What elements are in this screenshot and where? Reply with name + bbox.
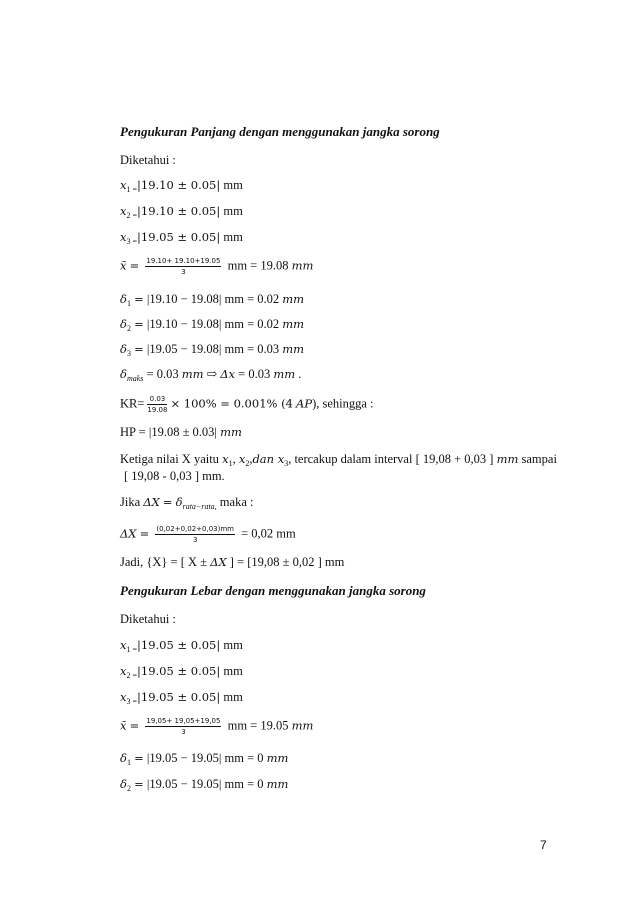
section2-mean: x̄ = $\frac{19,05+ 19,05+19,05}{3}$ mm = 19.05 mm	[120, 717, 314, 736]
section2-delta2: $\delta_2 = |19.05 - 19.05|$ mm = 0 mm	[120, 777, 289, 793]
section1-delta-maks: $\delta_{maks} = 0.03$ mm ⇨ Δx = 0.03 mm .	[120, 367, 302, 383]
page-number: 7	[540, 838, 547, 852]
section1-ketiga: Ketiga nilai X yaitu $x_1$, $x_2,dan$ $x_3$, tercakup dalam interval [ 19,08 + 0,03 ] mm sampai	[120, 452, 557, 468]
section1-x3: $x_{3 =}|19.05 \pm 0.05|$ mm	[120, 230, 243, 246]
section2-delta1: $\delta_1 = |19.05 - 19.05|$ mm = 0 mm	[120, 751, 289, 767]
section1-kr-fraction: $\frac{0.03}{19.08}$	[147, 395, 168, 414]
section2-x2: $x_{2 =}|19.05 \pm 0.05|$ mm	[120, 664, 243, 680]
section2-x3: $x_{3 =}|19.05 \pm 0.05|$ mm	[120, 690, 243, 706]
section1-diketahui: Diketahui :	[120, 153, 176, 167]
section1-kr: KR= $\frac{0.03}{19.08}$ × 100% = 0.001% (4 AP), sehingga :	[120, 395, 374, 414]
section1-deltaX-fraction: $\frac{(0,02+0,02+0,03)mm}{3}$	[156, 525, 234, 544]
section2-x1: $x_{1 =}|19.05 \pm 0.05|$ mm	[120, 638, 243, 654]
section1-x2: $x_{2 =}|19.10 \pm 0.05|$ mm	[120, 204, 243, 220]
section1-jadi: Jadi, {X} = [ X ± ΔX ] = [19,08 ± 0,02 ] mm	[120, 555, 345, 569]
section1-ketiga-line2: [ 19,08 - 0,03 ] mm.	[124, 469, 225, 483]
section2-heading: Pengukuran Lebar dengan menggunakan jangka sorong	[120, 583, 426, 598]
section2-mean-fraction: $\frac{19,05+ 19,05+19,05}{3}$	[146, 717, 221, 736]
section1-delta1: $\delta_1 = |19.10 - 19.08|$ mm = 0.02 mm	[120, 292, 305, 308]
section1-mean-fraction: $\frac{19.10+ 19.10+19.05}{3}$	[146, 257, 221, 276]
section1-mean: x̄ = $\frac{19.10+ 19.10+19.05}{3}$ mm = 19.08 mm	[120, 257, 314, 276]
section1-x1: $x_{1 =}|19.10 \pm 0.05|$ mm	[120, 178, 243, 194]
section1-jika: Jika $\Delta X = \delta_{rata-rata,}$ maka :	[120, 495, 254, 511]
section1-delta3: $\delta_3 = |19.05 - 19.08|$ mm = 0.03 mm	[120, 342, 305, 358]
section1-heading: Pengukuran Panjang dengan menggunakan jangka sorong	[120, 124, 440, 139]
section1-deltaX: ΔX = $\frac{(0,02+0,02+0,03)mm}{3}$ = 0,02 mm	[120, 525, 296, 544]
section1-delta2: $\delta_2 = |19.10 - 19.08|$ mm = 0.02 mm	[120, 317, 305, 333]
section2-diketahui: Diketahui :	[120, 612, 176, 626]
section1-hp: HP = |19.08 ± 0.03| mm	[120, 425, 242, 439]
